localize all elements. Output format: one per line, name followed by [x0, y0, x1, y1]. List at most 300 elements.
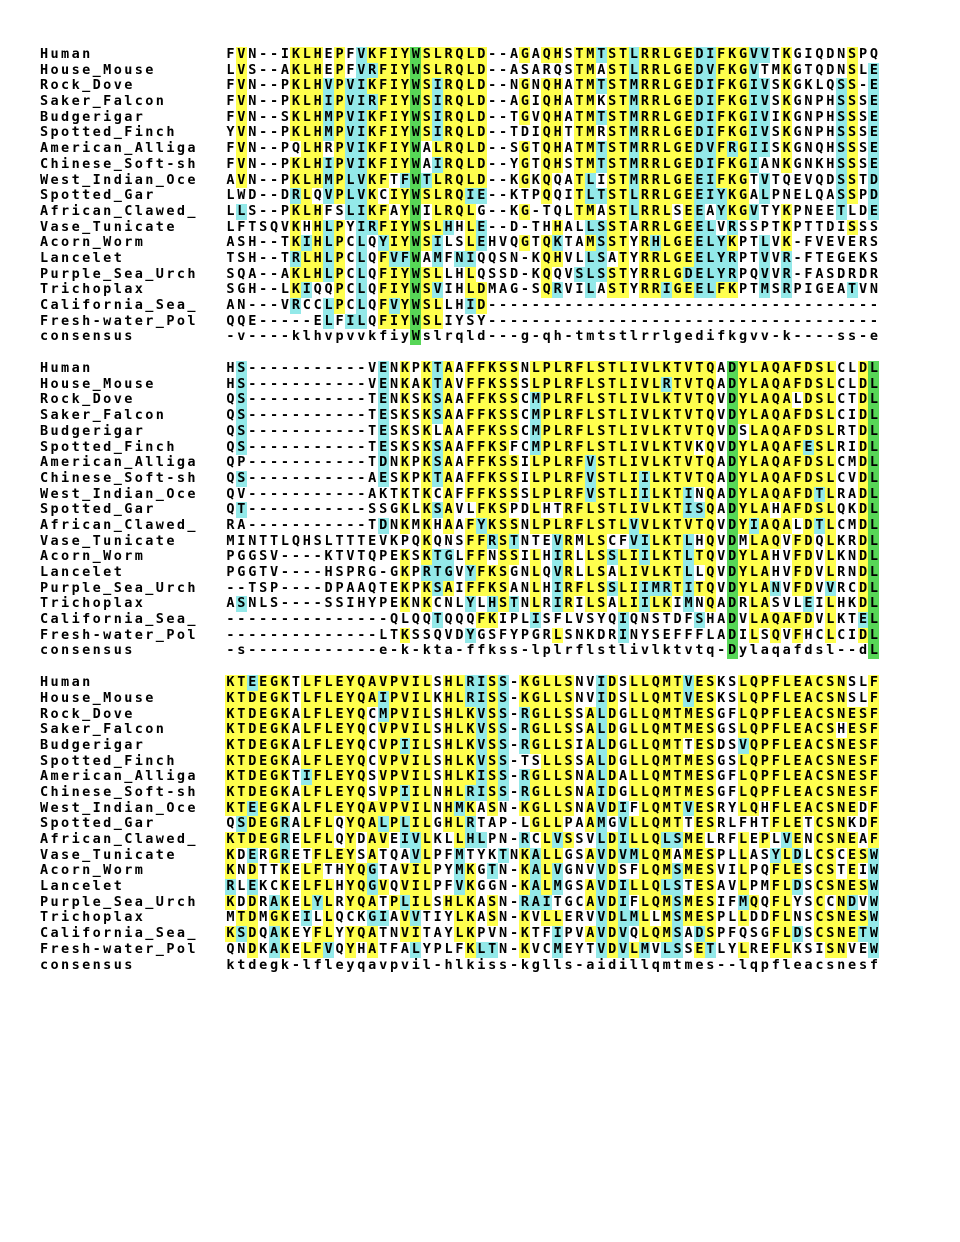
- residue-cell: K: [400, 595, 410, 612]
- residue-cell: I: [837, 218, 846, 235]
- residue-cell: C: [837, 391, 846, 408]
- residue-cell: -: [793, 234, 802, 251]
- residue-cell: P: [542, 438, 551, 455]
- residue-cell: S: [597, 548, 606, 565]
- sequence-row: [40, 863, 879, 879]
- residue-cell: e: [335, 956, 344, 973]
- residue-cell: Q: [706, 407, 715, 424]
- sequence-row: [40, 377, 879, 393]
- residue-cell: -: [346, 485, 355, 502]
- residue-cell: T: [237, 909, 246, 926]
- residue-cell: e: [869, 328, 878, 345]
- residue-cell: P: [738, 281, 748, 298]
- residue-cell: G: [738, 140, 748, 157]
- residue-cell: D: [280, 187, 290, 204]
- residue-cell: E: [477, 187, 486, 204]
- residue-cell: K: [280, 909, 290, 926]
- residue-cell: T: [368, 438, 377, 455]
- residue-cell: T: [673, 689, 682, 706]
- residue-cell: D: [608, 940, 617, 957]
- residue-cell: -: [499, 297, 508, 313]
- residue-cell: D: [248, 689, 257, 706]
- residue-cell: S: [564, 752, 573, 769]
- residue-cell: R: [520, 893, 529, 910]
- residue-cell: A: [760, 375, 769, 392]
- residue-sequence: [225, 754, 879, 770]
- residue-sequence: [225, 675, 879, 691]
- sequence-row: [40, 267, 879, 283]
- residue-cell: F: [804, 249, 813, 266]
- residue-cell: -: [313, 579, 322, 596]
- residue-cell: -: [248, 422, 257, 439]
- residue-cell: L: [324, 674, 333, 691]
- residue-cell: D: [804, 391, 813, 408]
- residue-cell: P: [717, 925, 726, 942]
- residue-cell: F: [771, 689, 780, 706]
- residue-cell: Y: [738, 391, 748, 408]
- residue-cell: S: [509, 407, 519, 424]
- residue-cell: -: [826, 328, 835, 345]
- residue-cell: L: [662, 202, 671, 219]
- residue-cell: L: [869, 422, 878, 439]
- residue-cell: P: [531, 187, 540, 204]
- sequence-row: [40, 534, 879, 550]
- residue-cell: -: [259, 265, 268, 282]
- residue-cell: I: [629, 454, 639, 471]
- residue-cell: V: [717, 532, 726, 549]
- residue-cell: L: [858, 674, 868, 691]
- residue-cell: P: [411, 579, 420, 596]
- residue-cell: L: [302, 862, 311, 879]
- residue-cell: N: [837, 815, 846, 832]
- residue-cell: C: [270, 878, 279, 895]
- residue-cell: A: [389, 862, 399, 879]
- residue-cell: L: [520, 815, 529, 832]
- residue-cell: F: [226, 155, 235, 172]
- residue-cell: Y: [226, 124, 235, 141]
- residue-cell: S: [608, 155, 617, 172]
- residue-cell: A: [826, 187, 835, 204]
- residue-cell: I: [728, 862, 737, 879]
- residue-cell: N: [695, 485, 704, 502]
- residue-cell: F: [869, 815, 878, 832]
- residue-cell: V: [597, 846, 606, 863]
- residue-cell: s: [499, 956, 508, 973]
- residue-cell: K: [520, 846, 529, 863]
- residue-cell: G: [564, 862, 573, 879]
- residue-cell: A: [717, 469, 726, 486]
- residue-cell: K: [782, 108, 791, 125]
- residue-cell: I: [738, 626, 748, 643]
- sequence-row: [40, 675, 879, 691]
- residue-cell: L: [400, 815, 410, 832]
- residue-cell: A: [531, 862, 540, 879]
- residue-cell: M: [684, 783, 693, 800]
- residue-cell: T: [379, 846, 388, 863]
- residue-cell: D: [608, 862, 617, 879]
- residue-cell: A: [760, 360, 769, 377]
- residue-cell: S: [237, 422, 246, 439]
- residue-cell: L: [782, 783, 791, 800]
- residue-cell: A: [226, 297, 235, 313]
- residue-cell: E: [848, 234, 857, 251]
- residue-cell: L: [586, 391, 595, 408]
- residue-cell: N: [837, 909, 846, 926]
- residue-cell: V: [640, 375, 649, 392]
- residue-cell: L: [826, 438, 835, 455]
- residue-cell: A: [858, 831, 868, 847]
- residue-cell: Q: [651, 689, 660, 706]
- residue-cell: E: [793, 815, 802, 832]
- species-name: West_Indian_Oce: [40, 485, 198, 502]
- residue-cell: H: [749, 815, 759, 832]
- residue-cell: S: [673, 925, 682, 942]
- residue-cell: V: [684, 391, 693, 408]
- residue-cell: V: [379, 532, 388, 549]
- residue-cell: l: [324, 956, 333, 973]
- residue-cell: H: [826, 155, 835, 172]
- residue-cell: i: [597, 956, 606, 973]
- residue-cell: S: [771, 124, 780, 141]
- residue-cell: P: [280, 93, 290, 110]
- residue-cell: P: [542, 375, 551, 392]
- residue-cell: -: [869, 312, 878, 329]
- residue-cell: S: [608, 61, 617, 78]
- residue-cell: F: [717, 93, 726, 110]
- residue-cell: S: [826, 705, 835, 722]
- species-name: Acorn_Worm: [40, 862, 146, 879]
- residue-cell: V: [629, 532, 639, 549]
- residue-cell: M: [324, 124, 333, 141]
- residue-sequence: [225, 502, 879, 518]
- residue-cell: P: [542, 391, 551, 408]
- residue-cell: A: [717, 375, 726, 392]
- residue-sequence: [225, 204, 879, 220]
- residue-cell: F: [477, 564, 486, 580]
- residue-cell: G: [531, 799, 540, 816]
- residue-cell: F: [346, 46, 355, 62]
- residue-cell: -: [291, 611, 300, 628]
- residue-cell: L: [455, 736, 464, 753]
- residue-cell: S: [379, 501, 388, 518]
- residue-cell: Y: [477, 516, 486, 533]
- residue-cell: W: [869, 893, 878, 910]
- residue-cell: L: [520, 611, 529, 628]
- residue-cell: -: [259, 391, 268, 408]
- residue-cell: S: [499, 689, 508, 706]
- residue-cell: D: [608, 783, 617, 800]
- residue-cell: S: [858, 768, 868, 785]
- residue-cell: L: [826, 391, 835, 408]
- residue-cell: N: [499, 940, 508, 957]
- residue-cell: S: [422, 297, 431, 313]
- residue-cell: -: [324, 438, 333, 455]
- residue-cell: L: [782, 705, 791, 722]
- residue-cell: V: [640, 391, 649, 408]
- residue-cell: S: [837, 171, 846, 188]
- residue-cell: -: [738, 297, 748, 313]
- residue-cell: L: [455, 721, 464, 738]
- residue-cell: Q: [368, 312, 377, 329]
- residue-cell: I: [520, 454, 529, 471]
- residue-cell: T: [586, 940, 595, 957]
- residue-cell: L: [629, 202, 639, 219]
- residue-cell: S: [411, 438, 420, 455]
- residue-cell: -: [488, 108, 497, 125]
- residue-cell: S: [237, 925, 246, 942]
- residue-cell: S: [499, 768, 508, 785]
- species-name: African_Clawed_: [40, 516, 198, 533]
- residue-cell: k: [226, 956, 235, 973]
- residue-cell: V: [717, 862, 726, 879]
- residue-cell: L: [782, 940, 791, 957]
- residue-cell: A: [422, 155, 431, 172]
- residue-cell: L: [466, 171, 475, 188]
- residue-cell: G: [673, 171, 682, 188]
- residue-cell: C: [520, 422, 529, 439]
- residue-cell: R: [651, 140, 660, 157]
- residue-cell: L: [280, 532, 290, 549]
- residue-cell: F: [771, 815, 780, 832]
- residue-cell: E: [324, 46, 333, 62]
- residue-cell: M: [379, 705, 388, 722]
- residue-cell: I: [629, 564, 639, 580]
- residue-cell: T: [509, 532, 519, 549]
- residue-cell: -: [706, 312, 715, 329]
- residue-cell: M: [662, 721, 671, 738]
- residue-cell: -: [280, 564, 290, 580]
- residue-cell: A: [804, 705, 813, 722]
- residue-cell: I: [389, 218, 399, 235]
- residue-cell: -: [313, 454, 322, 471]
- residue-cell: F: [717, 124, 726, 141]
- residue-cell: A: [586, 705, 595, 722]
- residue-cell: L: [586, 360, 595, 377]
- residue-cell: S: [575, 721, 584, 738]
- residue-cell: A: [248, 265, 257, 282]
- residue-cell: H: [313, 46, 322, 62]
- residue-cell: V: [357, 61, 366, 78]
- species-name: California_Sea_: [40, 925, 198, 942]
- residue-cell: G: [619, 705, 628, 722]
- residue-cell: P: [389, 783, 399, 800]
- residue-cell: G: [673, 46, 682, 62]
- residue-cell: S: [848, 77, 857, 94]
- residue-cell: l: [749, 642, 759, 659]
- residue-cell: H: [771, 564, 780, 580]
- residue-cell: T: [815, 516, 824, 533]
- residue-cell: C: [826, 893, 835, 910]
- residue-cell: P: [760, 783, 769, 800]
- residue-cell: H: [553, 218, 562, 235]
- residue-cell: R: [651, 46, 660, 62]
- residue-cell: L: [324, 768, 333, 785]
- residue-cell: T: [706, 940, 715, 957]
- residue-cell: W: [411, 297, 420, 313]
- residue-cell: N: [520, 564, 529, 580]
- residue-cell: K: [466, 909, 475, 926]
- species-name: Human: [40, 46, 93, 62]
- residue-cell: G: [793, 77, 802, 94]
- residue-cell: M: [531, 407, 540, 424]
- residue-cell: F: [869, 831, 878, 847]
- residue-cell: H: [553, 93, 562, 110]
- residue-cell: L: [738, 846, 748, 863]
- residue-cell: K: [280, 721, 290, 738]
- residue-cell: -: [313, 485, 322, 502]
- residue-cell: A: [455, 407, 464, 424]
- residue-cell: T: [466, 846, 475, 863]
- residue-cell: Y: [400, 140, 410, 157]
- residue-cell: V: [346, 108, 355, 125]
- residue-cell: A: [226, 234, 235, 251]
- residue-cell: K: [291, 46, 300, 62]
- species-name: House_Mouse: [40, 61, 156, 78]
- residue-cell: V: [749, 61, 759, 78]
- residue-cell: -: [259, 171, 268, 188]
- residue-cell: i: [477, 956, 486, 973]
- residue-cell: G: [509, 564, 519, 580]
- residue-cell: L: [586, 375, 595, 392]
- residue-cell: L: [869, 501, 878, 518]
- residue-cell: L: [738, 799, 748, 816]
- residue-cell: A: [564, 77, 573, 94]
- residue-cell: -: [520, 218, 529, 235]
- residue-cell: I: [411, 893, 420, 910]
- residue-cell: -: [509, 925, 519, 942]
- residue-cell: D: [509, 265, 519, 282]
- residue-cell: S: [771, 595, 780, 612]
- residue-cell: L: [553, 768, 562, 785]
- residue-cell: S: [586, 611, 595, 628]
- residue-cell: Y: [346, 218, 355, 235]
- residue-cell: -: [335, 407, 344, 424]
- residue-cell: A: [270, 940, 279, 957]
- residue-cell: -: [488, 155, 497, 172]
- residue-cell: V: [684, 469, 693, 486]
- residue-cell: A: [400, 940, 410, 957]
- residue-cell: V: [564, 265, 573, 282]
- residue-cell: N: [248, 108, 257, 125]
- residue-cell: K: [848, 595, 857, 612]
- residue-cell: L: [749, 626, 759, 643]
- residue-cell: Y: [379, 234, 388, 251]
- residue-cell: G: [531, 705, 540, 722]
- residue-cell: H: [771, 548, 780, 565]
- residue-cell: R: [728, 218, 737, 235]
- residue-cell: A: [760, 532, 769, 549]
- residue-cell: T: [695, 391, 704, 408]
- residue-cell: K: [226, 689, 235, 706]
- residue-cell: -: [313, 501, 322, 518]
- residue-cell: -: [499, 187, 508, 204]
- residue-cell: Y: [346, 783, 355, 800]
- residue-cell: Q: [749, 768, 759, 785]
- residue-cell: S: [411, 626, 420, 643]
- residue-cell: L: [586, 407, 595, 424]
- residue-cell: V: [826, 579, 835, 596]
- residue-cell: -: [335, 422, 344, 439]
- residue-cell: T: [673, 391, 682, 408]
- residue-cell: I: [411, 799, 420, 816]
- residue-cell: A: [444, 407, 453, 424]
- residue-cell: G: [270, 674, 279, 691]
- residue-cell: S: [608, 579, 617, 596]
- residue-cell: G: [368, 909, 377, 926]
- residue-cell: S: [237, 360, 246, 377]
- residue-cell: A: [848, 485, 857, 502]
- residue-cell: L: [651, 438, 660, 455]
- residue-cell: E: [804, 438, 813, 455]
- residue-cell: -: [706, 297, 715, 313]
- residue-cell: E: [695, 721, 704, 738]
- residue-cell: L: [422, 674, 431, 691]
- residue-cell: M: [597, 815, 606, 832]
- residue-cell: Q: [237, 265, 246, 282]
- residue-cell: D: [248, 893, 257, 910]
- residue-cell: R: [651, 187, 660, 204]
- residue-cell: K: [422, 407, 431, 424]
- residue-cell: S: [499, 438, 508, 455]
- residue-cell: K: [466, 940, 475, 957]
- residue-cell: T: [837, 202, 846, 219]
- residue-cell: M: [662, 799, 671, 816]
- residue-cell: S: [706, 893, 715, 910]
- residue-cell: Y: [640, 626, 649, 643]
- residue-cell: N: [444, 532, 453, 549]
- residue-cell: P: [389, 799, 399, 816]
- residue-cell: s: [237, 642, 246, 659]
- residue-cell: S: [826, 799, 835, 816]
- residue-cell: F: [793, 422, 802, 439]
- residue-cell: V: [477, 705, 486, 722]
- residue-cell: G: [270, 752, 279, 769]
- residue-cell: D: [477, 61, 486, 78]
- residue-cell: V: [237, 485, 246, 502]
- residue-cell: T: [673, 548, 682, 565]
- residue-cell: I: [477, 674, 486, 691]
- residue-cell: -: [804, 297, 813, 313]
- residue-cell: G: [270, 705, 279, 722]
- residue-cell: V: [237, 124, 246, 141]
- residue-cell: L: [749, 564, 759, 580]
- residue-cell: S: [728, 689, 737, 706]
- residue-sequence: [225, 235, 879, 251]
- residue-cell: S: [597, 438, 606, 455]
- residue-cell: A: [717, 485, 726, 502]
- residue-cell: G: [760, 925, 769, 942]
- residue-cell: H: [455, 265, 464, 282]
- residue-cell: R: [280, 815, 290, 832]
- residue-cell: L: [629, 689, 639, 706]
- residue-cell: F: [793, 501, 802, 518]
- residue-cell: F: [728, 783, 737, 800]
- residue-cell: Q: [357, 674, 366, 691]
- species-name: Budgerigar: [40, 422, 146, 439]
- residue-cell: M: [684, 721, 693, 738]
- residue-cell: D: [804, 485, 813, 502]
- residue-cell: S: [826, 721, 835, 738]
- residue-cell: Q: [313, 281, 322, 298]
- residue-cell: P: [280, 202, 290, 219]
- residue-cell: L: [640, 721, 649, 738]
- residue-cell: F: [466, 548, 475, 565]
- residue-cell: F: [771, 736, 780, 753]
- residue-cell: G: [673, 124, 682, 141]
- residue-cell: Q: [771, 407, 780, 424]
- residue-cell: L: [531, 548, 540, 565]
- residue-cell: L: [619, 391, 628, 408]
